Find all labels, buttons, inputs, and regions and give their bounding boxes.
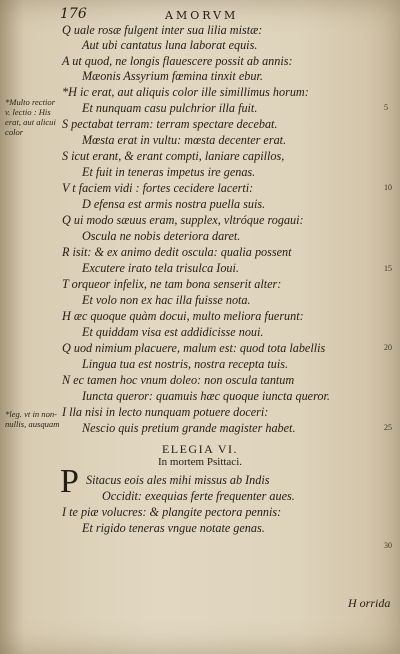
verse-line: Et fuit in teneras impetus ire genas. xyxy=(82,165,256,179)
verse-line: I te piæ volucres: & plangite pectora pennis: xyxy=(62,505,282,519)
verse-line: Sitacus eois ales mihi missus ab Indis xyxy=(86,473,270,487)
verse-line: S icut erant, & erant compti, laniare capillos, xyxy=(62,149,285,163)
verse-line: Mœsta erat in vultu: mœsta decenter erat. xyxy=(82,133,287,147)
verse-line: Lingua tua est nostris, nostra recepta tuis. xyxy=(82,357,289,371)
verse-line: N ec tamen hoc vnum doleo: non oscula tantum xyxy=(62,373,295,387)
catchword: H orrida xyxy=(348,596,391,610)
verse-line: Occidit: exequias ferte frequenter aues. xyxy=(102,489,295,503)
marginal-note-line: erat, aut alicui xyxy=(5,117,56,127)
running-head: AMORVM xyxy=(165,9,239,22)
drop-cap: P xyxy=(60,463,79,500)
line-number: 10 xyxy=(384,183,392,192)
line-number: 5 xyxy=(384,103,388,112)
verse-line: V t faciem vidi : fortes cecidere lacerti: xyxy=(62,181,254,195)
verse-line: Et nunquam casu pulchrior illa fuit. xyxy=(82,101,258,115)
marginal-note-line: *Multo rectior xyxy=(5,97,56,107)
verse-line: I lla nisi in lecto nunquam potuere doceri: xyxy=(62,405,269,419)
verse-line: Et rigido teneras vngue notate genas. xyxy=(82,521,265,535)
verse-line: Iuncta queror: quamuis hæc quoque iuncta queror. xyxy=(82,389,330,403)
marginal-note-line: nullis, ausquam xyxy=(5,419,60,429)
verse-line: Q uod nimium placuere, malum est: quod tota labellis xyxy=(62,341,326,355)
line-number: 30 xyxy=(384,541,392,550)
verse-line: Et quiddam visa est addidicisse noui. xyxy=(82,325,264,339)
verse-line: Excutere irato tela trisulca Ioui. xyxy=(82,261,239,275)
verse-line: S pectabat terram: terram spectare decebat. xyxy=(62,117,278,131)
line-number: 20 xyxy=(384,343,392,352)
verse-line: A ut quod, ne longis flauescere possit ab annis: xyxy=(62,54,293,68)
verse-line: R isit: & ex animo dedit oscula: qualia possent xyxy=(62,245,292,259)
verse-line: Et volo non ex hac illa fuisse nota. xyxy=(82,293,251,307)
verse-line: *H ic erat, aut aliquis color ille simillimus horum: xyxy=(62,85,309,99)
marginal-note-line: color xyxy=(5,127,24,137)
marginal-note-line: *leg. vt in non- xyxy=(5,409,58,419)
verse-line: Oscula ne nobis deteriora daret. xyxy=(82,229,241,243)
verse-line: H æc quoque quàm docui, multo meliora fuerunt: xyxy=(62,309,304,323)
verse-line: Aut ubi cantatus luna laborat equis. xyxy=(82,38,258,52)
verse-line: D efensa est armis nostra puella suis. xyxy=(82,197,266,211)
marginal-note xyxy=(5,97,65,137)
marginal-note-line: v. lectio : His xyxy=(5,107,51,117)
page-number: 176 xyxy=(60,6,87,22)
elegy-subtitle: In mortem Psittaci. xyxy=(157,456,242,468)
marginal-note xyxy=(5,409,65,429)
elegy-title: ELEGIA VI. xyxy=(161,442,239,456)
line-number: 15 xyxy=(384,264,392,273)
line-number: 25 xyxy=(384,423,392,432)
verse-line: Q ui modo sæuus eram, supplex, vltróque rogaui: xyxy=(62,213,304,227)
verse-line: Mæonis Assyrium fœmina tinxit ebur. xyxy=(82,69,263,83)
verse-line: Nescio quis pretium grande magister habet. xyxy=(82,421,296,435)
verse-line: Q uale rosæ fulgent inter sua lilia mistæ: xyxy=(62,23,263,37)
verse-line: T orqueor infelix, ne tam bona senserit alter: xyxy=(62,277,282,291)
